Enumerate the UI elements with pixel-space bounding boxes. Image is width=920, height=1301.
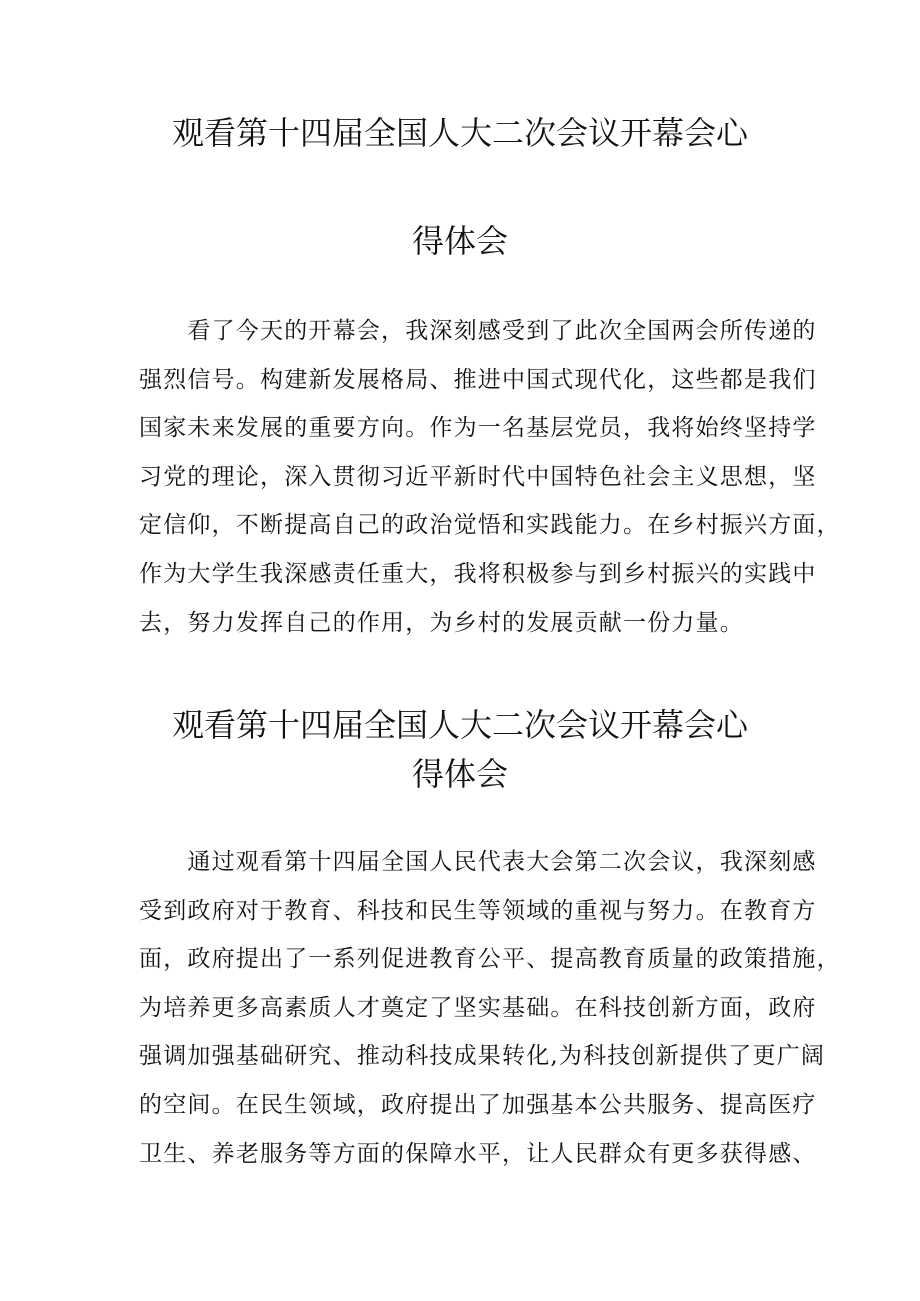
paragraph-line: 为培养更多高素质人才奠定了坚实基础。在科技创新方面，政府 — [139, 994, 817, 1021]
paragraph-line: 强烈信号。构建新发展格局、推进中国式现代化，这些都是我们 — [139, 366, 817, 393]
paragraph-line: 定信仰，不断提高自己的政治觉悟和实践能力。在乡村振兴方面， — [139, 512, 841, 539]
section-1-title-line-1: 观看第十四届全国人大二次会议开幕会心 — [171, 114, 748, 152]
paragraph-line: 去，努力发挥自己的作用，为乡村的发展贡献一份力量。 — [139, 609, 744, 636]
paragraph-line: 国家未来发展的重要方向。作为一名基层党员，我将始终坚持学 — [139, 415, 817, 442]
section-2-title-line-2: 得体会 — [411, 755, 508, 793]
paragraph-line: 受到政府对于教育、科技和民生等领域的重视与努力。在教育方 — [139, 897, 817, 924]
section-1-title-line-2: 得体会 — [411, 222, 508, 260]
paragraph-line: 面，政府提出了一系列促进教育公平、提高教育质量的政策措施， — [139, 946, 841, 973]
paragraph-line: 习党的理论，深入贯彻习近平新时代中国特色社会主义思想，坚 — [139, 463, 817, 490]
paragraph-line: 强调加强基础研究、推动科技成果转化,为科技创新提供了更广阔 — [139, 1043, 826, 1070]
paragraph-line: 作为大学生我深感责任重大，我将积极参与到乡村振兴的实践中 — [139, 560, 817, 587]
paragraph-line: 卫生、养老服务等方面的保障水平，让人民群众有更多获得感、 — [139, 1140, 817, 1167]
paragraph-line: 看了今天的开幕会，我深刻感受到了此次全国两会所传递的 — [139, 318, 817, 344]
paragraph-line: 通过观看第十四届全国人民代表大会第二次会议，我深刻感 — [139, 849, 817, 875]
section-1-paragraph — [139, 307, 841, 647]
section-2-title-line-1: 观看第十四届全国人大二次会议开幕会心 — [171, 706, 748, 744]
paragraph-line: 的空间。在民生领域，政府提出了加强基本公共服务、提高医疗 — [139, 1091, 817, 1118]
section-2-paragraph — [139, 838, 841, 1178]
